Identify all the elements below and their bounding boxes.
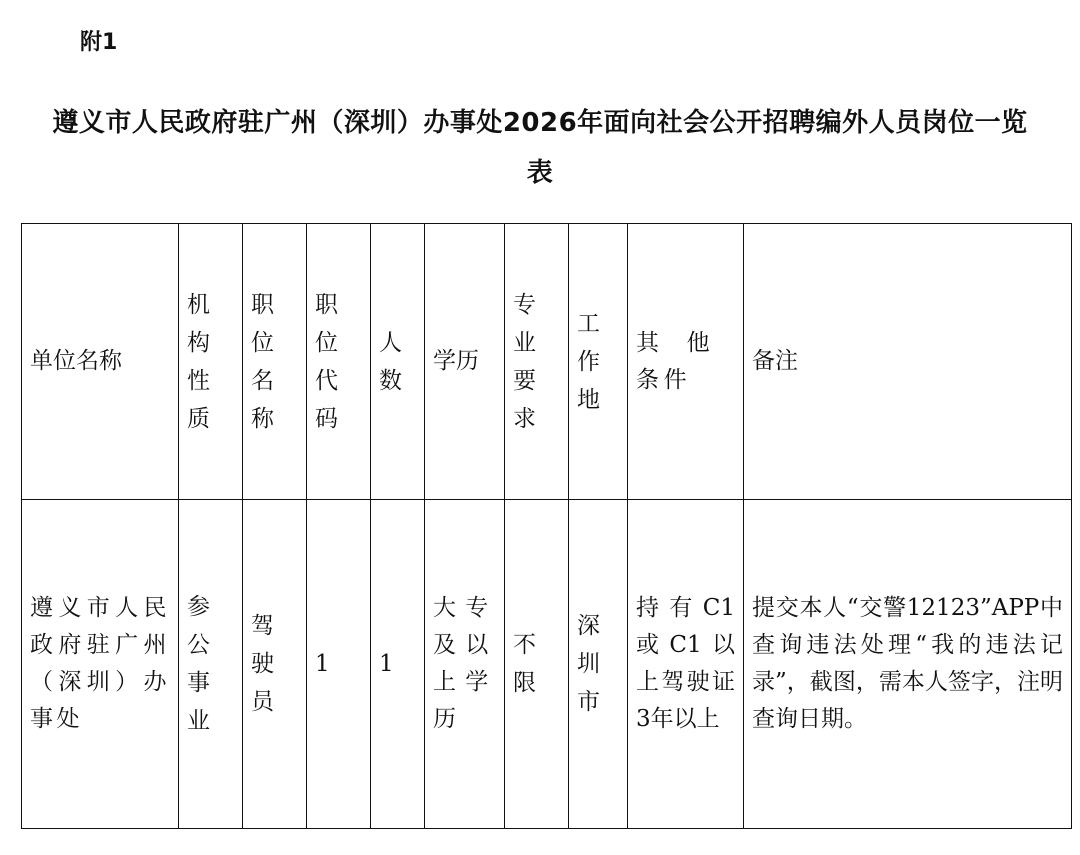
- cell-position-code: 1: [307, 500, 371, 829]
- header-major: 专业要求: [505, 224, 569, 500]
- table-row: [22, 500, 1072, 829]
- document-title-line-2: 表: [526, 158, 554, 188]
- cell-remarks: 提交本人“交警12123”APP中查询违法处理“我的违法记录”，截图，需本人签字，注明查询日期。: [744, 500, 1072, 829]
- header-position-code: 职位代码: [307, 224, 371, 500]
- header-org-nature: 机构性质: [179, 224, 243, 500]
- appendix-label: 附1: [80, 30, 118, 55]
- header-education: 学历: [425, 224, 505, 500]
- cell-major: 不限: [505, 500, 569, 829]
- cell-work-location: 深圳市: [569, 500, 628, 829]
- cell-position-name: 驾驶员: [243, 500, 307, 829]
- header-headcount: 人数: [371, 224, 425, 500]
- header-work-location: 工作地: [569, 224, 628, 500]
- table-header-row: [22, 224, 1072, 500]
- positions-table: [21, 223, 1072, 829]
- header-other-conditions: 其他条件: [628, 224, 744, 500]
- cell-unit-name: 遵义市人民政府驻广州（深圳）办事处: [22, 500, 179, 829]
- document-title: [10, 98, 1070, 198]
- cell-org-nature: 参公事业: [179, 500, 243, 829]
- cell-education: 大专及以上学历: [425, 500, 505, 829]
- header-unit-name: 单位名称: [22, 224, 179, 500]
- document-title-line-1: 遵义市人民政府驻广州（深圳）办事处2026年面向社会公开招聘编外人员岗位一览: [52, 108, 1028, 138]
- cell-other-conditions: 持有C1或C1以上驾驶证3年以上: [628, 500, 744, 829]
- header-remarks: 备注: [744, 224, 1072, 500]
- cell-headcount: 1: [371, 500, 425, 829]
- header-position-name: 职位名称: [243, 224, 307, 500]
